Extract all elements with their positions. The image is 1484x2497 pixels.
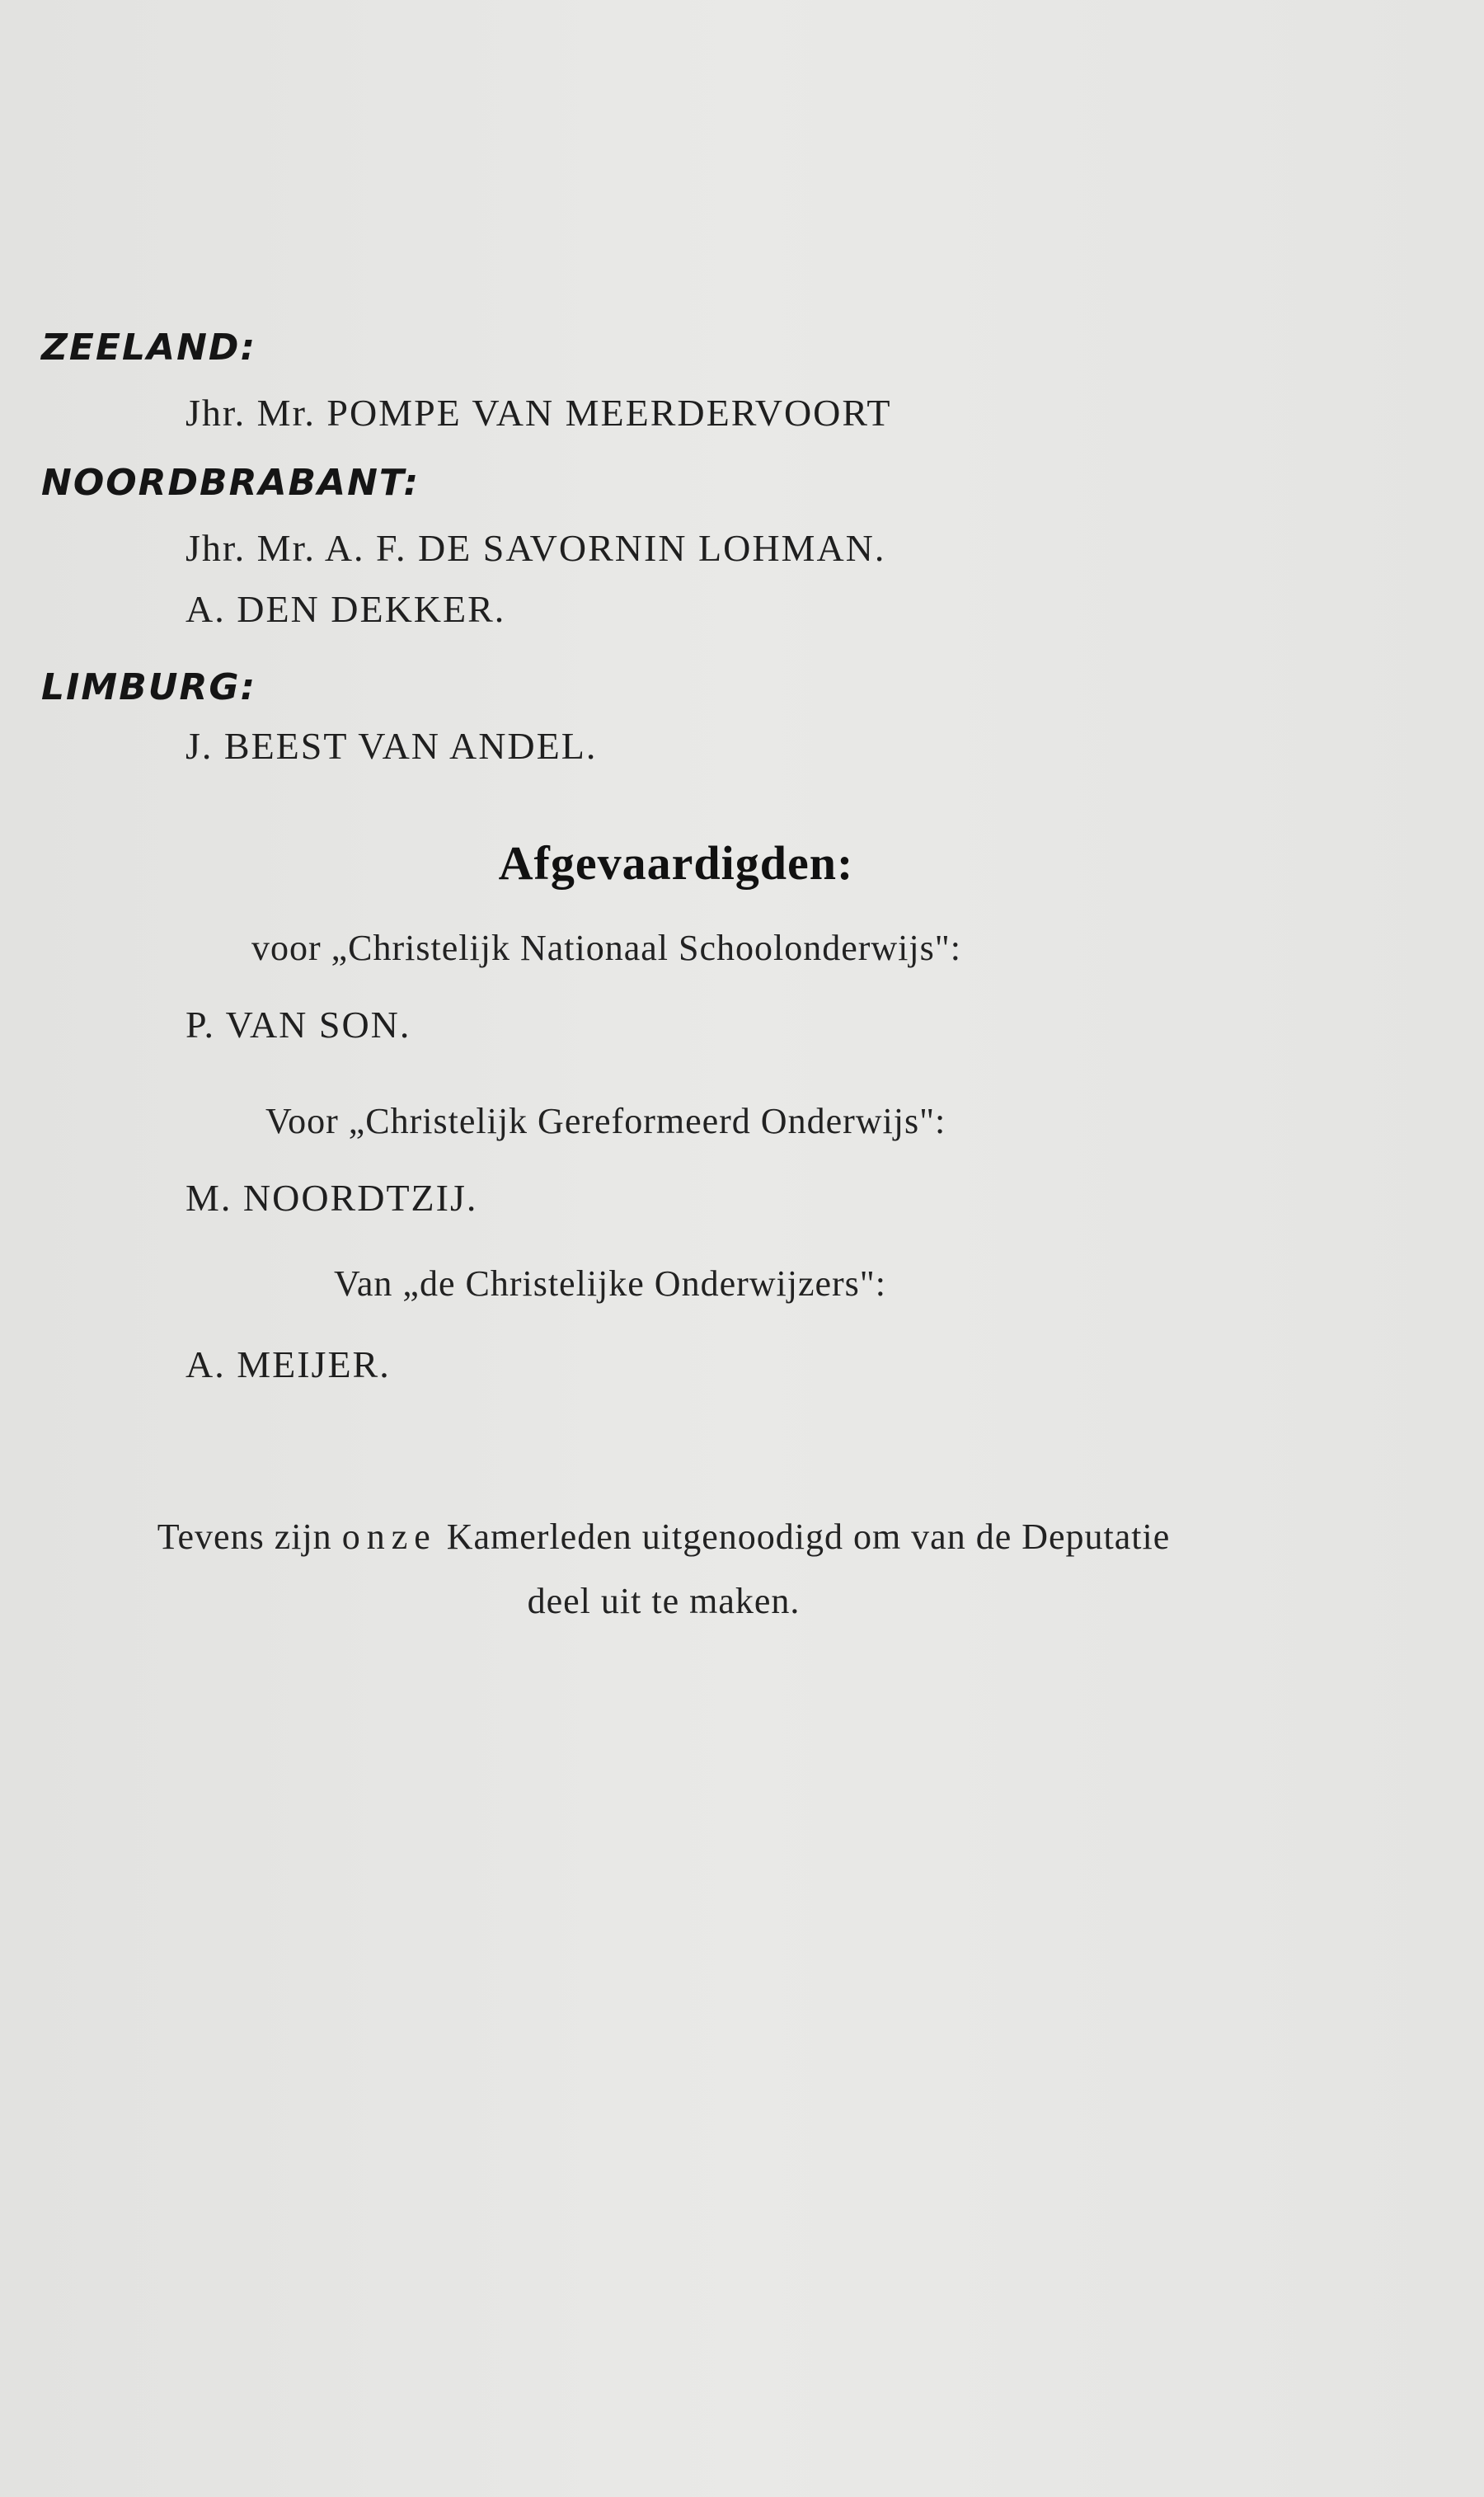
member-name: Jhr. Mr. POMPE VAN MEERDERVOORT xyxy=(186,392,892,434)
closing-note-line-2: deel uit te maken. xyxy=(527,1581,801,1621)
delegate-organisation: voor „Christelijk Nationaal Schoolonderwijs": xyxy=(251,928,961,968)
closing-text: Tevens zijn xyxy=(157,1517,332,1557)
province-heading-limburg: LIMBURG: xyxy=(41,666,257,708)
province-heading-noordbrabant: NOORDBRABANT: xyxy=(41,462,420,504)
delegate-organisation: Voor „Christelijk Gereformeerd Onderwijs": xyxy=(265,1101,946,1141)
delegate-name: M. NOORDTZIJ. xyxy=(186,1177,478,1219)
closing-emphasis: onze xyxy=(341,1517,437,1557)
delegate-name: P. VAN SON. xyxy=(186,1004,411,1046)
member-name: A. DEN DEKKER. xyxy=(186,588,506,630)
member-name: J. BEEST VAN ANDEL. xyxy=(186,725,598,767)
delegate-name: A. MEIJER. xyxy=(186,1343,391,1385)
delegates-title: Afgevaardigden: xyxy=(498,836,854,890)
delegate-organisation: Van „de Christelijke Onderwijzers": xyxy=(334,1263,886,1304)
closing-note-line-1 xyxy=(0,1519,1327,1555)
member-name: Jhr. Mr. A. F. DE SAVORNIN LOHMAN. xyxy=(186,527,886,569)
closing-text: Kamerleden uitgenoodigd om van de Deputatie xyxy=(446,1517,1171,1557)
province-heading-zeeland: ZEELAND: xyxy=(41,327,257,369)
